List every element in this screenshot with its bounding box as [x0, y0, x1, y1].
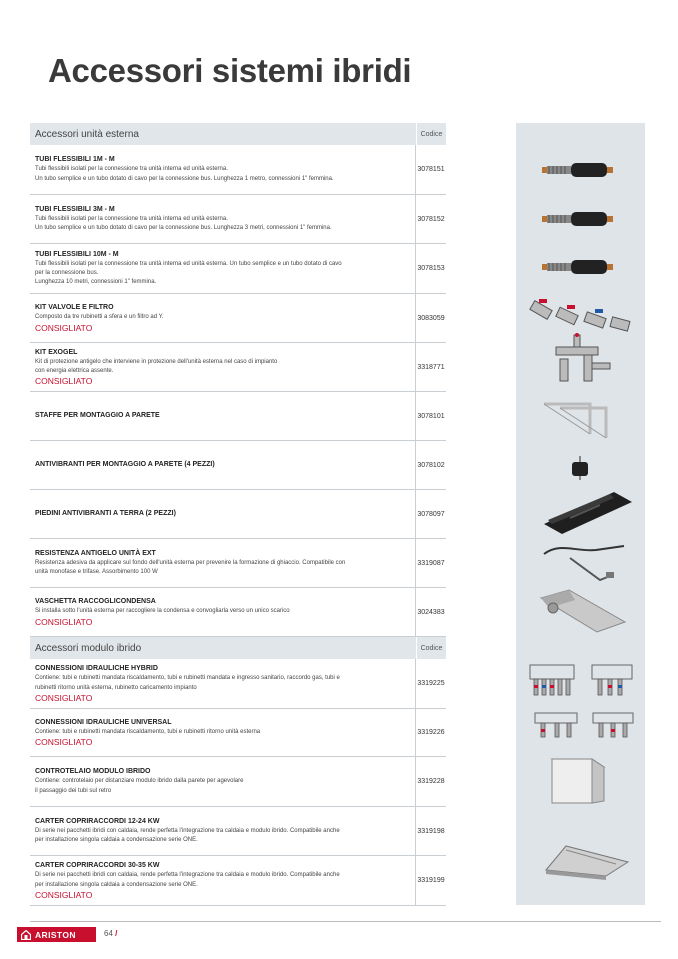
cover-carter-image: [540, 840, 632, 880]
product-name: TUBI FLESSIBILI 1M - M: [35, 156, 115, 164]
section-header: [30, 637, 446, 659]
table-row: [30, 757, 446, 807]
recommended-tag: CONSIGLIATO: [35, 376, 93, 387]
product-description: per installazione singola caldaia a condensazione serie ONE.: [35, 881, 198, 888]
footer-divider: [30, 921, 661, 922]
product-name: CONNESSIONI IDRAULICHE HYBRID: [35, 665, 158, 673]
product-description: per la connessione bus.: [35, 269, 99, 276]
product-code: 3318771: [417, 363, 445, 371]
ground-feet-image: [540, 490, 634, 538]
product-description: Lunghezza 10 metri, connessioni 1" femmina.: [35, 279, 157, 286]
heater-cable-image: [540, 540, 628, 586]
brand-name: ARISTON: [35, 929, 76, 940]
product-description: il passaggio dei tubi sul retro: [35, 787, 112, 794]
page-title: Accessori sistemi ibridi: [48, 52, 412, 89]
table-row: [30, 195, 446, 244]
product-name: CARTER COPRIRACCORDI 12-24 KW: [35, 817, 160, 825]
product-code: 3078097: [417, 510, 445, 518]
product-name: TUBI FLESSIBILI 10M - M: [35, 250, 119, 258]
wall-bracket-image: [540, 398, 612, 440]
exogel-kit-image: [550, 333, 615, 388]
brand-logo: [17, 927, 96, 942]
product-name: VASCHETTA RACCOGLICONDENSA: [35, 598, 156, 606]
product-code: 3319225: [417, 680, 445, 687]
table-row: [30, 244, 446, 294]
product-code: 3319226: [417, 729, 445, 736]
hydraulic-connections-hybrid-image: [528, 661, 636, 701]
product-code: 3024383: [417, 608, 445, 616]
condensate-tray-image: [535, 586, 627, 636]
product-description: Di serie nei pacchetti ibridi con caldaia, rende perfetta l'integrazione tra caldaia e modulo ibrido. Compatibile anche: [35, 827, 340, 834]
flexible-hose-image: [540, 209, 620, 229]
table-row: [30, 441, 446, 490]
product-code: 3078102: [417, 461, 445, 469]
product-code: 3078153: [417, 265, 445, 272]
table-row: [30, 145, 446, 195]
flexible-hose-image: [540, 160, 620, 180]
table-row: [30, 490, 446, 539]
product-name: CONNESSIONI IDRAULICHE UNIVERSAL: [35, 718, 172, 726]
product-name: CONTROTELAIO MODULO IBRIDO: [35, 768, 151, 776]
table-row: [30, 343, 446, 392]
product-description: unità monofase e trifase. Assorbimento 100 W: [35, 569, 158, 575]
code-column-header: Codice: [416, 637, 446, 659]
counter-frame-image: [548, 755, 608, 805]
product-code: 3083059: [417, 314, 445, 322]
page-number-slash: /: [115, 929, 118, 938]
product-description: per installazione singola caldaia a condensazione serie ONE.: [35, 837, 198, 843]
section-title: Accessori unità esterna: [35, 128, 139, 140]
page-number: [104, 929, 117, 938]
product-name: RESISTENZA ANTIGELO UNITÀ EXT: [35, 549, 156, 557]
product-description: Un tubo semplice e un tubo dotato di cavo per la connessione bus. Lunghezza 1 metro, connessioni 1" femmina.: [35, 175, 334, 182]
product-description: Contiene: tubi e rubinetti mandata riscaldamento, tubi e rubinetti mandata e ingresso sanitario, raccordo gas, tubi e: [35, 675, 340, 682]
table-row: [30, 659, 446, 709]
product-name: KIT EXOGEL: [35, 348, 78, 356]
product-description: Tubi flessibili isolati per la connessione tra unità interna ed unità esterna.: [35, 215, 228, 222]
product-name: KIT VALVOLE E FILTRO: [35, 304, 114, 312]
recommended-tag: CONSIGLIATO: [35, 616, 93, 627]
product-description: Contiene: controtelaio per distanziare modulo ibrido dalla parete per agevolare: [35, 778, 244, 785]
product-code: 3319228: [417, 778, 445, 785]
recommended-tag: CONSIGLIATO: [35, 889, 93, 900]
valve-kit-image: [527, 295, 635, 335]
product-code: 3319198: [417, 827, 445, 835]
product-name: PIEDINI ANTIVIBRANTI A TERRA (2 PEZZI): [35, 510, 176, 517]
section-header: [30, 123, 446, 145]
product-code: 3078151: [417, 166, 445, 173]
code-column-header: Codice: [416, 123, 446, 145]
recommended-tag: CONSIGLIATO: [35, 322, 93, 333]
product-description: Composto da tre rubinetti a sfera e un filtro ad Y.: [35, 314, 164, 321]
house-icon: [21, 930, 31, 940]
product-name: TUBI FLESSIBILI 3M - M: [35, 205, 115, 213]
table-row: [30, 294, 446, 343]
section-title: Accessori modulo ibrido: [35, 642, 142, 654]
recommended-tag: CONSIGLIATO: [35, 692, 93, 703]
product-description: Si installa sotto l'unità esterna per raccogliere la condensa e convogliarla verso un unico scarico: [35, 608, 290, 615]
table-row: [30, 588, 446, 637]
product-description: Resistenza adesiva da applicare sul fondo dell'unità esterna per prevenire la formazione di ghiaccio. Compatibile con: [35, 559, 346, 566]
product-description: Tubi flessibili isolati per la connessione tra unità interna ed unità esterna. Un tubo semplice e un tubo dotato di cavo: [35, 260, 342, 267]
table-row: [30, 392, 446, 441]
product-description: Tubi flessibili isolati per la connessione tra unità interna ed unità esterna.: [35, 166, 228, 173]
product-description: rubinetti ritorno unità esterna, rubinetto caricamento impianto: [35, 684, 197, 691]
product-code: 3078101: [417, 412, 445, 420]
product-code: 3319087: [417, 559, 445, 567]
table-row: [30, 807, 446, 856]
product-name: STAFFE PER MONTAGGIO A PARETE: [35, 412, 160, 419]
product-name: CARTER COPRIRACCORDI 30-35 KW: [35, 862, 160, 870]
product-code: 3319199: [417, 877, 445, 884]
product-description: Di serie nei pacchetti ibridi con caldaia, rende perfetta l'integrazione tra caldaia e modulo ibrido. Compatibile anche: [35, 872, 340, 879]
product-description: con energia elettrica assente.: [35, 368, 114, 374]
product-code: 3078152: [417, 215, 445, 223]
accessories-table: [30, 123, 446, 906]
recommended-tag: CONSIGLIATO: [35, 737, 93, 748]
table-row: [30, 709, 446, 757]
hydraulic-connections-universal-image: [533, 711, 635, 741]
antivibration-mount-image: [570, 456, 590, 480]
product-description: Un tubo semplice e un tubo dotato di cavo per la connessione bus. Lunghezza 3 metri, connessioni 1" femmina.: [35, 225, 332, 231]
table-row: [30, 856, 446, 906]
flexible-hose-image: [540, 257, 620, 277]
page-number-value: 64: [104, 929, 113, 938]
table-row: [30, 539, 446, 588]
product-name: ANTIVIBRANTI PER MONTAGGIO A PARETE (4 PEZZI): [35, 461, 215, 468]
product-description: Kit di protezione antigelo che interviene in protezione dell'unità esterna nel caso di impianto: [35, 358, 278, 365]
product-description: Contiene: tubi e rubinetti mandata riscaldamento, tubi e rubinetti ritorno unità esterna: [35, 728, 261, 735]
